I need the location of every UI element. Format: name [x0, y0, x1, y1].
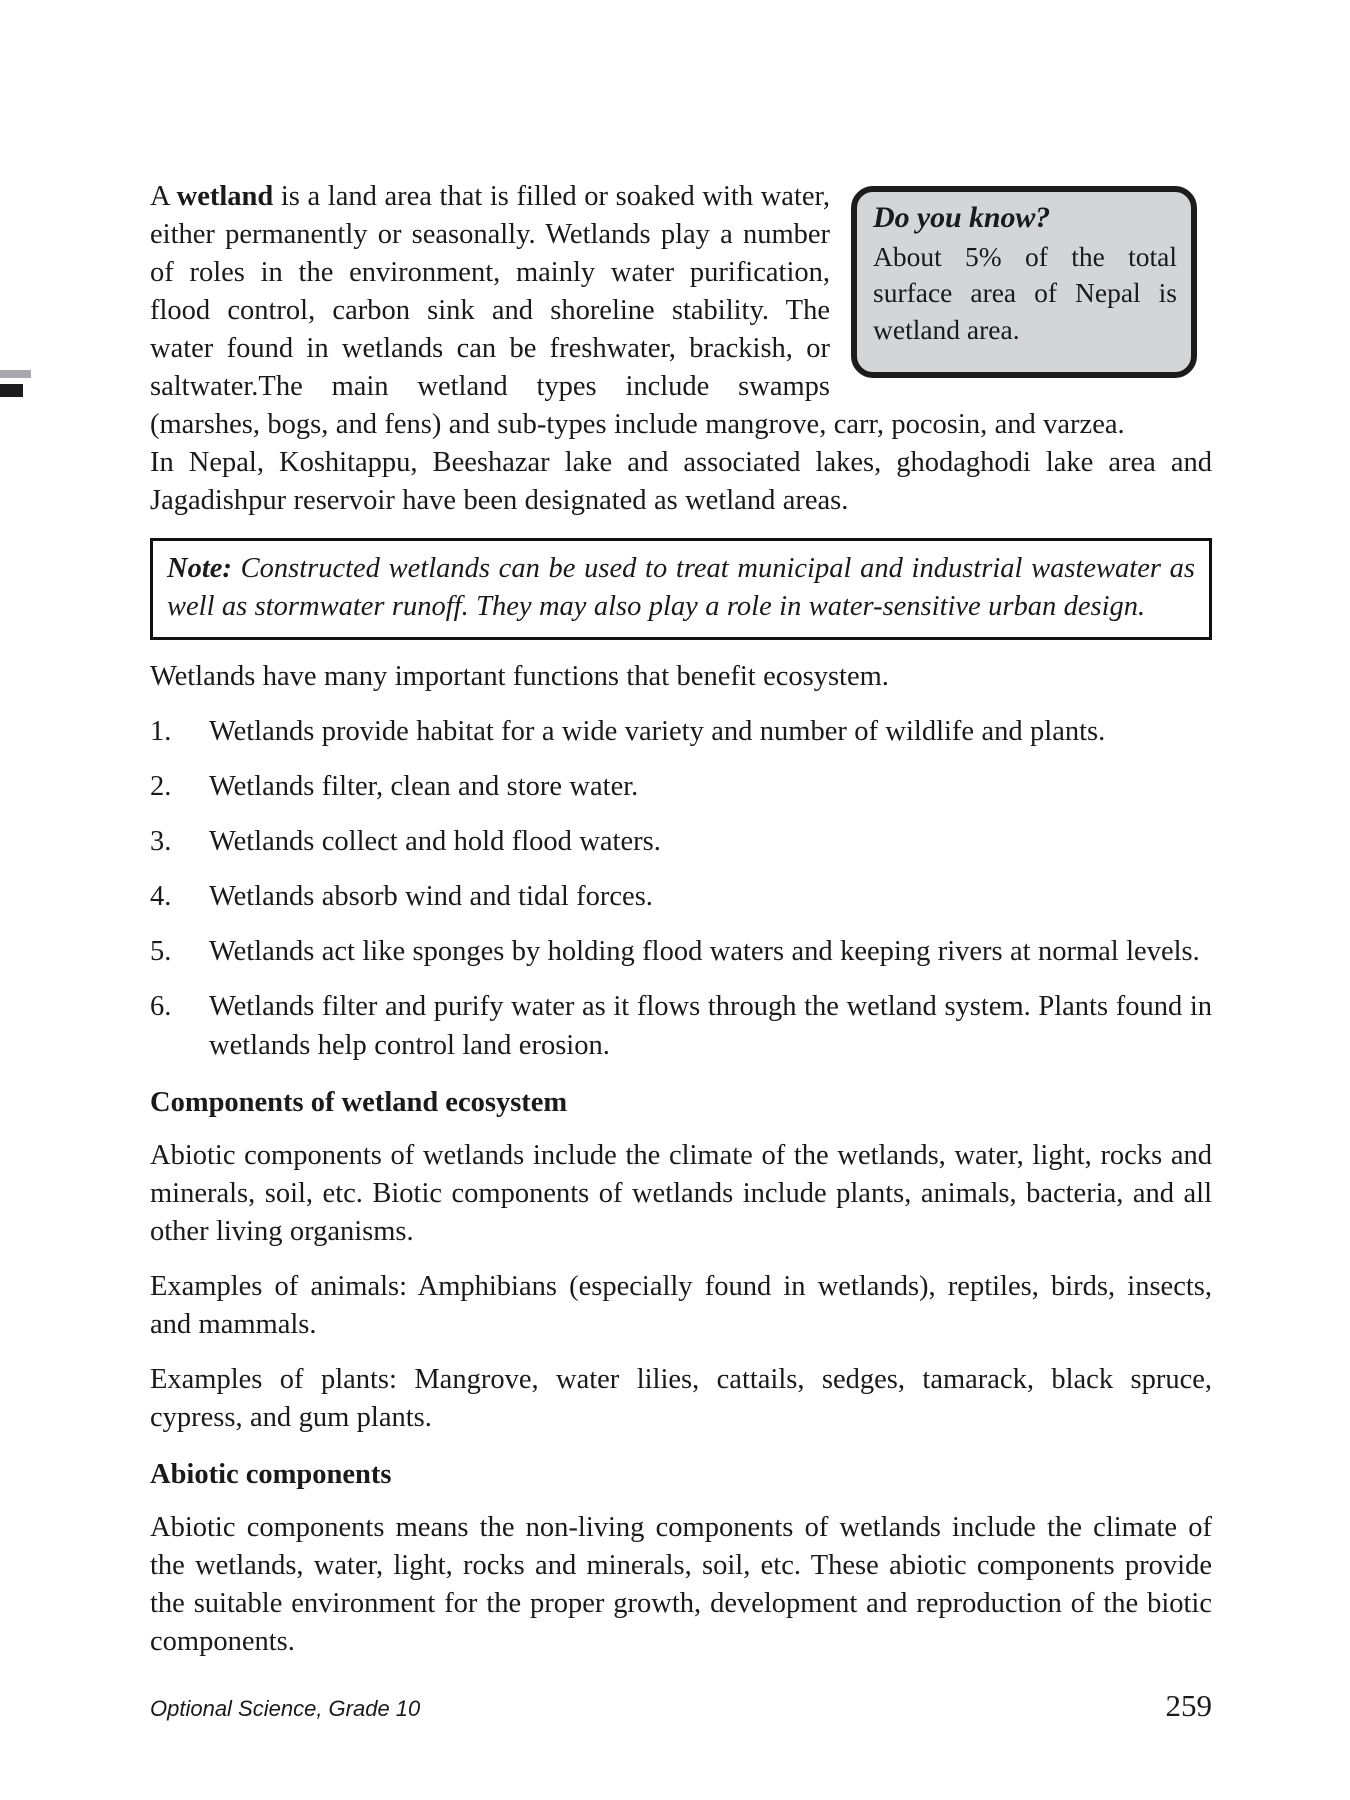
note-text [167, 550, 1195, 626]
list-item [150, 988, 1212, 1064]
page-footer [150, 1688, 1212, 1724]
list-item-number: 1. [150, 716, 172, 748]
list-item [150, 823, 1212, 861]
intro-paragraph-block [150, 178, 1212, 444]
list-item-text: Wetlands absorb wind and tidal forces. [209, 881, 653, 913]
intro-lead-a: A [150, 181, 177, 212]
do-you-know-title: Do you know? [873, 201, 1051, 234]
list-item-text: Wetlands provide habitat for a wide variety and number of wildlife and plants. [209, 716, 1106, 748]
components-heading: Components of wetland ecosystem [150, 1086, 568, 1118]
list-item [150, 713, 1212, 751]
functions-intro-paragraph: Wetlands have many important functions that benefit ecosystem. [150, 661, 889, 693]
list-item-number: 5. [150, 936, 172, 968]
intro-bold-term: wetland [176, 181, 274, 212]
note-body: Constructed wetlands can be used to treat municipal and industrial wastewater as well as stormwater runoff. They may also play a role in water-sensitive urban design. [167, 553, 1195, 623]
components-paragraph-1: Abiotic components of wetlands include the climate of the wetlands, water, light, rocks and minerals, soil, etc. Biotic components of wetlands include plants, animals, bacteria, and all other living organisms. [150, 1139, 1212, 1247]
nepal-paragraph: In Nepal, Koshitappu, Beeshazar lake and associated lakes, ghodaghodi lake area and Jagadishpur reservoir have been designated as wetland areas. [150, 447, 1212, 517]
components-paragraph-3: Examples of plants: Mangrove, water lilies, cattails, sedges, tamarack, black spruce, cypress, and gum plants. [150, 1363, 1212, 1433]
note-box [150, 538, 1212, 640]
do-you-know-body: About 5% of the total surface area of Nepal is wetland area. [873, 240, 1177, 345]
list-item-number: 3. [150, 826, 172, 858]
list-item-text: Wetlands collect and hold flood waters. [209, 826, 661, 858]
list-item [150, 768, 1212, 806]
note-label: Note: [167, 553, 232, 585]
list-item-number: 6. [150, 991, 172, 1023]
list-item-number: 2. [150, 771, 172, 803]
list-item [150, 933, 1212, 971]
abiotic-paragraph: Abiotic components means the non-living components of wetlands include the climate of the wetlands, water, light, rocks and minerals, soil, etc. These abiotic components provide the suitable environment for the proper growth, development and reproduction of the biotic components. [150, 1512, 1212, 1658]
callout-float-spacer [852, 180, 1212, 388]
components-paragraph-2: Examples of animals: Amphibians (especially found in wetlands), reptiles, birds, insects, and mammals. [150, 1270, 1212, 1340]
footer-book-title: Optional Science, Grade 10 [150, 1696, 421, 1721]
list-item-text: Wetlands filter, clean and store water. [209, 771, 639, 803]
abiotic-heading: Abiotic components [150, 1458, 392, 1490]
list-item-text: Wetlands act like sponges by holding flood waters and keeping rivers at normal levels. [209, 936, 1200, 968]
crop-mark-gray [0, 370, 31, 378]
footer-page-number: 259 [1165, 1688, 1212, 1723]
list-item-number: 4. [150, 881, 172, 913]
crop-mark-black [0, 384, 23, 397]
list-item-text: Wetlands filter and purify water as it flows through the wetland system. Plants found in wetlands help control land erosion. [209, 991, 1212, 1061]
intro-rest: is a land area that is filled or soaked with water, either permanently or seasonally. Wetlands play a number of roles in the environment, mainly water purification, flood control, carbon sink and shoreline stability. The water found in wetlands can be freshwater, brackish, or saltwater.The main wetland types include swamps (marshes, bogs, and fens) and sub-types include mangrove, carr, pocosin, and varzea. [150, 181, 1125, 441]
functions-list [150, 713, 1212, 1064]
list-item [150, 878, 1212, 916]
page-content [150, 178, 1212, 1661]
